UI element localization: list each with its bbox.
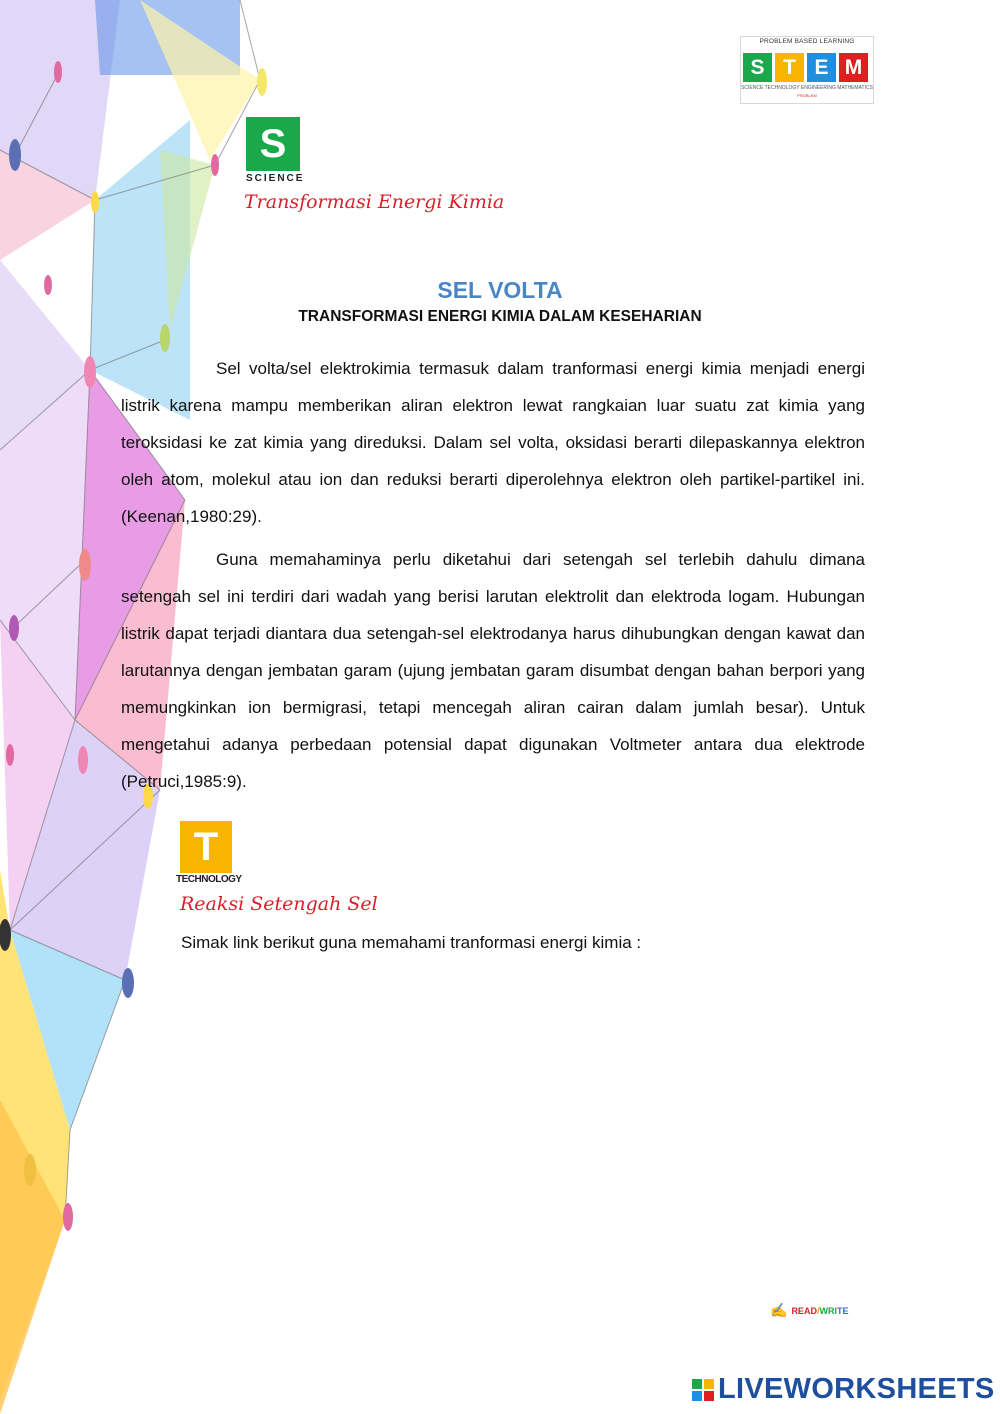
stem-logo-subtitle: SCIENCE TECHNOLOGY ENGINEERING MATHEMATICS <box>741 85 873 91</box>
page-title: SEL VOLTA <box>437 277 563 303</box>
read-write-part-4: TE <box>836 1305 849 1316</box>
paragraph-setengah-sel: Guna memahaminya perlu diketahui dari setengah sel terlebih dahulu dimana setengah sel ini terdiri dari wadah yang berisi larutan elektrolit dan elektroda logam. Hubungan listrik dapat terjadi diantara dua setengah-sel elektrodanya harus dihubungkan dengan kawat dan larutannya dengan jembatan garam (ujung jembatan garam disumbat dengan bahan berpori yang memungkinkan ion bermigrasi, tetapi mencegah aliran cairan dalam jumlah besar). Untuk mengetahui adanya perbedaan potensial dapat digunakan Voltmeter antara dua elektrode (Petruci,1985:9). <box>121 550 865 791</box>
technology-badge: T <box>180 821 232 873</box>
read-write-mark <box>770 1302 848 1319</box>
stem-letter-m: M <box>839 53 868 82</box>
liveworksheets-wordmark: LIVEWORKSHEETS <box>718 1373 995 1405</box>
technology-badge-caption: TECHNOLOGY <box>176 874 242 885</box>
stem-logo-subtitle2: PROBLEM <box>797 93 817 98</box>
read-write-part-2: / <box>816 1305 820 1316</box>
link-prompt-text: Simak link berikut guna memahami tranformasi energi kimia : <box>181 933 642 952</box>
pen-icon: ✍ <box>770 1302 788 1318</box>
read-write-part-3: WRI <box>819 1305 837 1316</box>
paragraph-sel-volta: Sel volta/sel elektrokimia termasuk dalam tranformasi energi kimia menjadi energi listrik karena mampu memberikan aliran elektron lewat rangkaian luar suatu zat kimia yang teroksidasi ke zat kimia yang direduksi. Dalam sel volta, oksidasi berarti dilepaskannya elektron oleh atom, molekul atau ion dan reduksi berarti diperolehnya elektron oleh partikel-partikel ini. (Keenan,1980:29). <box>121 359 865 526</box>
science-topic-title: Transformasi Energi Kimia <box>244 191 505 213</box>
science-badge: S <box>246 117 300 171</box>
liveworksheets-icon <box>692 1379 714 1401</box>
liveworksheets-brand[interactable] <box>692 1373 995 1406</box>
read-write-part-1: READ <box>791 1305 817 1316</box>
technology-topic-title: Reaksi Setengah Sel <box>180 893 378 915</box>
stem-letter-t: T <box>775 53 804 82</box>
stem-logo-caption: PROBLEM BASED LEARNING <box>759 38 855 45</box>
stem-letter-e: E <box>807 53 836 82</box>
stem-letter-s: S <box>743 53 772 82</box>
stem-logo <box>740 36 874 104</box>
science-badge-caption: SCIENCE <box>246 173 305 184</box>
page-subtitle: TRANSFORMASI ENERGI KIMIA DALAM KESEHARIAN <box>298 308 702 325</box>
